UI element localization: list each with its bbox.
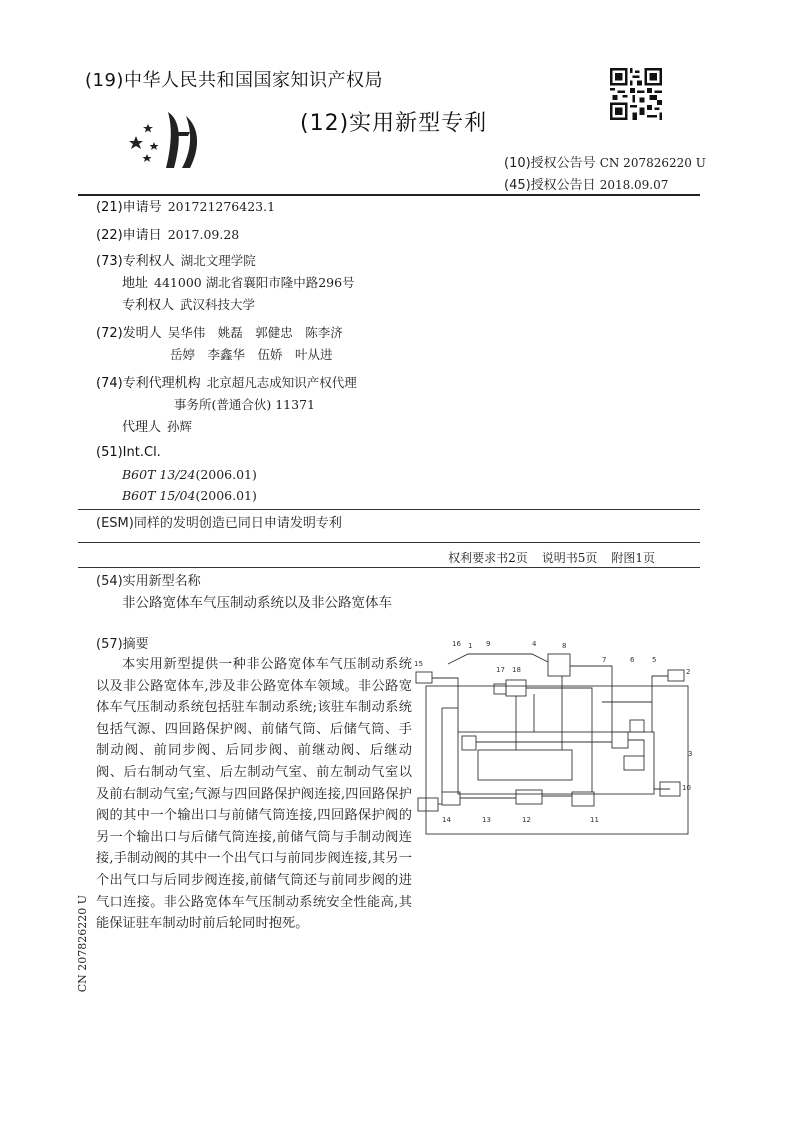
pages-divider-top bbox=[78, 542, 700, 543]
part-label: 8 bbox=[562, 642, 567, 650]
circuit-frame bbox=[478, 750, 572, 780]
pub-date-value: 2018.09.07 bbox=[599, 178, 669, 192]
patentee2-row bbox=[122, 294, 255, 317]
air-source-box bbox=[548, 654, 570, 676]
brake-system-diagram bbox=[412, 632, 702, 842]
part-label: 1 bbox=[468, 642, 473, 650]
part-label: 14 bbox=[442, 816, 451, 824]
address-row bbox=[122, 272, 355, 295]
app-no-value: 201721276423.1 bbox=[167, 199, 276, 214]
pub-no-value: CN 207826220 U bbox=[599, 156, 706, 170]
valve-box bbox=[416, 672, 432, 683]
title-label: (54)实用新型名称 bbox=[96, 574, 201, 589]
patentee-label: (73)专利权人 bbox=[96, 254, 175, 269]
part-label: 11 bbox=[590, 816, 599, 824]
page-counts bbox=[434, 549, 655, 566]
part-label: 12 bbox=[522, 816, 531, 824]
part-label: 9 bbox=[486, 640, 491, 648]
part-label: 7 bbox=[602, 656, 607, 664]
part-label: 3 bbox=[688, 750, 693, 758]
application-date-row bbox=[96, 224, 239, 247]
ipc-row-2 bbox=[122, 485, 257, 507]
circuit-frame bbox=[426, 686, 688, 834]
part-label: 2 bbox=[686, 668, 691, 676]
agency-row-2 bbox=[174, 394, 315, 417]
agency-label: (74)专利代理机构 bbox=[96, 376, 201, 391]
address-value: 441000 湖北省襄阳市隆中路296号 bbox=[154, 275, 355, 290]
valve-box bbox=[462, 736, 476, 750]
pipe bbox=[654, 782, 670, 789]
pipe bbox=[448, 654, 548, 664]
patentee-value: 湖北文理学院 bbox=[180, 253, 256, 268]
ipc2-code: B60T 15/04 bbox=[122, 488, 196, 503]
inventors-label: (72)发明人 bbox=[96, 326, 162, 341]
app-date-value: 2017.09.28 bbox=[167, 227, 240, 242]
claims-pages: 权利要求书2页 bbox=[448, 551, 528, 565]
ipc1-code: B60T 13/24 bbox=[122, 467, 196, 482]
pipe bbox=[570, 666, 612, 732]
agency-line1: 北京超凡志成知识产权代理 bbox=[206, 375, 357, 390]
part-label: 16 bbox=[452, 640, 461, 648]
inventors-row-2 bbox=[170, 344, 333, 367]
part-label: 6 bbox=[630, 656, 635, 664]
description-pages: 说明书5页 bbox=[541, 551, 598, 565]
agency-line2: 事务所(普通合伙) 11371 bbox=[174, 397, 315, 412]
esm-divider bbox=[78, 509, 700, 510]
valve-box bbox=[442, 792, 460, 805]
publication-date-row bbox=[504, 174, 668, 193]
patentee2-label: 专利权人 bbox=[122, 298, 175, 313]
abstract-text: 本实用新型提供一种非公路宽体车气压制动系统以及非公路宽体车,涉及非公路宽体车领域。非公路宽体车气压制动系统包括驻车制动系统;该驻车制动系统包括气源、四回路保护阀、前储气筒、后储气筒、手制动阀、前同步阀、后同步阀、前继动阀、后继动阀、后右制动气室、后左制动气室、前左制动气室以及前右制动气室;气源与四回路保护阀连接,四回路保护阀的其中一个输出口与前储气筒连接,四回路保护阀的另一个输出口与后储气筒连接,前储气筒与手制动阀连接,手制动阀的其中一个出气口与前同步阀连接,其另一个出气口与后同步阀连接,前储气筒还与前同步阀的进气口连接。非公路宽体车气压制动系统安全性能高,其能保证驻车制动时前后轮同时抱死。 bbox=[96, 657, 412, 932]
valve-box bbox=[630, 720, 644, 732]
part-label: 15 bbox=[414, 660, 423, 668]
ipc1-date: (2006.01) bbox=[195, 467, 257, 482]
ipc-header-row bbox=[96, 442, 161, 464]
pipe bbox=[526, 688, 592, 792]
abstract-label: (57)摘要 bbox=[96, 637, 149, 652]
agent-label: 代理人 bbox=[122, 420, 162, 435]
cnipa-logo bbox=[128, 110, 218, 172]
part-label: 17 bbox=[496, 666, 505, 674]
ipc2-date: (2006.01) bbox=[195, 488, 257, 503]
pipe bbox=[652, 676, 668, 732]
valve-box bbox=[494, 684, 506, 694]
document-type: (12)实用新型专利 bbox=[300, 111, 488, 136]
drawing-pages: 附图1页 bbox=[611, 551, 655, 565]
patentee2-value: 武汉科技大学 bbox=[180, 297, 256, 312]
utility-model-title: 非公路宽体车气压制动系统以及非公路宽体车 bbox=[122, 595, 392, 611]
circuit-frame bbox=[458, 732, 654, 794]
valve-box bbox=[624, 756, 644, 770]
esm-note: (ESM)同样的发明创造已同日申请发明专利 bbox=[96, 516, 342, 531]
agent-row bbox=[122, 416, 192, 439]
valve-box bbox=[516, 790, 542, 804]
pipe bbox=[628, 740, 644, 756]
inventors-row bbox=[96, 322, 343, 345]
part-label: 13 bbox=[482, 816, 491, 824]
valve-box bbox=[506, 680, 526, 696]
patentee-row bbox=[96, 250, 256, 273]
address-label: 地址 bbox=[122, 276, 149, 291]
inventors-line2: 岳婷 李鑫华 伍娇 叶从进 bbox=[170, 347, 333, 362]
part-label: 10 bbox=[682, 784, 691, 792]
agent-value: 孙辉 bbox=[167, 419, 193, 434]
inventors-line1: 吴华伟 姚磊 郭健忠 陈李济 bbox=[167, 325, 343, 340]
publication-number-row bbox=[504, 152, 706, 171]
valve-box bbox=[668, 670, 684, 681]
side-publication-code: CN 207826220 U bbox=[76, 895, 89, 993]
ipc-label: (51)Int.Cl. bbox=[96, 445, 161, 460]
office-name: (19)中华人民共和国国家知识产权局 bbox=[85, 70, 383, 91]
part-label: 4 bbox=[532, 640, 537, 648]
valve-box bbox=[418, 798, 438, 811]
pub-date-label: (45)授权公告日 bbox=[504, 178, 596, 193]
pub-no-label: (10)授权公告号 bbox=[504, 156, 596, 171]
valve-box bbox=[612, 732, 628, 748]
application-number-row bbox=[96, 196, 275, 219]
app-no-label: (21)申请号 bbox=[96, 200, 162, 215]
part-label: 18 bbox=[512, 666, 521, 674]
ipc-row-1 bbox=[122, 464, 257, 486]
part-label: 5 bbox=[652, 656, 657, 664]
pages-divider-bottom bbox=[78, 567, 700, 568]
qr-code bbox=[610, 68, 662, 120]
app-date-label: (22)申请日 bbox=[96, 228, 162, 243]
agency-row bbox=[96, 372, 357, 395]
